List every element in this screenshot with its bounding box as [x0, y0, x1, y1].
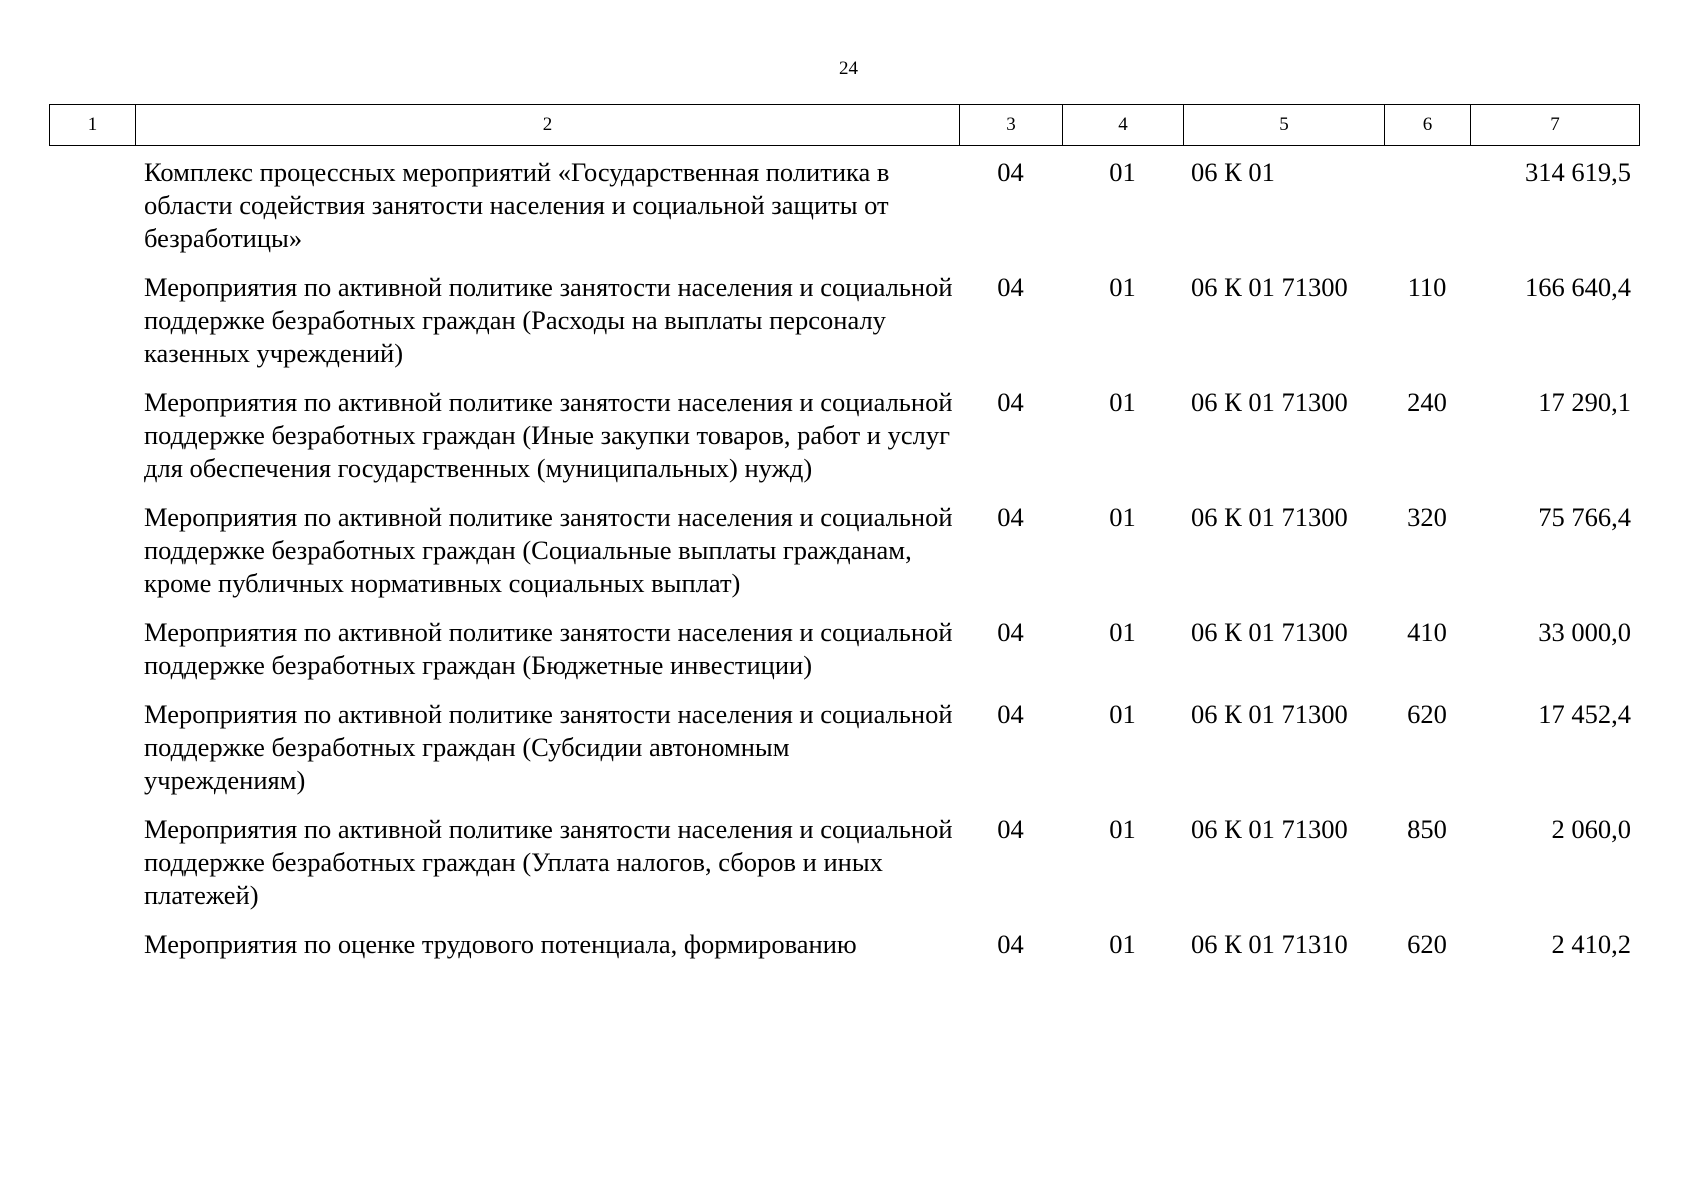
column-header-1: 1 — [50, 105, 136, 146]
row-target-article-cell: 06 К 01 71300 — [1191, 387, 1348, 417]
row-target-article-cell: 06 К 01 71300 — [1191, 502, 1348, 532]
row-subsection-cell: 01 — [1109, 814, 1136, 844]
row-subsection-cell: 01 — [1109, 502, 1136, 532]
table-row — [49, 501, 1639, 616]
row-section-cell: 04 — [997, 387, 1024, 417]
row-section-cell: 04 — [997, 157, 1024, 187]
row-section-cell: 04 — [997, 272, 1024, 302]
row-index-cell — [49, 616, 135, 698]
column-header-3: 3 — [960, 105, 1063, 146]
row-name-cell: Мероприятия по активной политике занятости населения и социальной поддержке безработных граждан (Расходы на выплаты персоналу казенных учреждений) — [144, 272, 953, 368]
row-section-cell: 04 — [997, 617, 1024, 647]
row-sum-cell: 2 060,0 — [1551, 814, 1631, 844]
row-index-cell — [49, 501, 135, 616]
column-header-7: 7 — [1471, 105, 1640, 146]
row-target-article-cell: 06 К 01 71300 — [1191, 814, 1348, 844]
row-target-article-cell: 06 К 01 71310 — [1191, 929, 1348, 959]
table-row — [49, 271, 1639, 386]
table-row — [49, 928, 1639, 977]
column-header-2: 2 — [136, 105, 960, 146]
row-subsection-cell: 01 — [1109, 272, 1136, 302]
row-index-cell — [49, 271, 135, 386]
row-index-cell — [49, 928, 135, 977]
row-name-cell: Мероприятия по активной политике занятости населения и социальной поддержке безработных граждан (Уплата налогов, сборов и иных платежей) — [144, 814, 953, 910]
row-name-cell: Мероприятия по оценке трудового потенциала, формированию — [144, 929, 857, 959]
row-section-cell: 04 — [997, 699, 1024, 729]
row-sum-cell: 33 000,0 — [1538, 617, 1631, 647]
table-row — [49, 156, 1639, 271]
table-row — [49, 616, 1639, 698]
row-target-article-cell: 06 К 01 — [1191, 157, 1275, 187]
row-name-cell: Мероприятия по активной политике занятости населения и социальной поддержке безработных граждан (Социальные выплаты гражданам, кроме публичных нормативных социальных выплат) — [144, 502, 953, 598]
table-row — [49, 813, 1639, 928]
row-name-cell: Мероприятия по активной политике занятости населения и социальной поддержке безработных граждан (Субсидии автономным учреждениям) — [144, 699, 953, 795]
row-expense-type-cell: 850 — [1407, 814, 1447, 844]
row-subsection-cell: 01 — [1109, 157, 1136, 187]
row-section-cell: 04 — [997, 929, 1024, 959]
row-expense-type-cell — [1384, 156, 1470, 271]
row-index-cell — [49, 386, 135, 501]
row-expense-type-cell: 110 — [1407, 272, 1447, 302]
row-name-cell: Мероприятия по активной политике занятости населения и социальной поддержке безработных граждан (Бюджетные инвестиции) — [144, 617, 953, 680]
row-sum-cell: 2 410,2 — [1551, 929, 1631, 959]
row-target-article-cell: 06 К 01 71300 — [1191, 617, 1348, 647]
row-expense-type-cell: 320 — [1407, 502, 1447, 532]
row-expense-type-cell: 620 — [1407, 699, 1447, 729]
row-sum-cell: 17 290,1 — [1538, 387, 1631, 417]
column-header-row — [50, 105, 1640, 146]
row-section-cell: 04 — [997, 814, 1024, 844]
row-sum-cell: 17 452,4 — [1538, 699, 1631, 729]
budget-table — [49, 156, 1639, 977]
row-subsection-cell: 01 — [1109, 929, 1136, 959]
row-sum-cell: 314 619,5 — [1525, 157, 1631, 187]
table-row — [49, 386, 1639, 501]
row-index-cell — [49, 813, 135, 928]
column-header-5: 5 — [1184, 105, 1385, 146]
column-header-6: 6 — [1385, 105, 1471, 146]
row-expense-type-cell: 410 — [1407, 617, 1447, 647]
row-section-cell: 04 — [997, 502, 1024, 532]
row-subsection-cell: 01 — [1109, 617, 1136, 647]
row-index-cell — [49, 698, 135, 813]
row-name-cell: Комплекс процессных мероприятий «Государственная политика в области содействия занятости населения и социальной защиты от безработицы» — [144, 157, 890, 253]
row-index-cell — [49, 156, 135, 271]
column-header-4: 4 — [1063, 105, 1184, 146]
row-target-article-cell: 06 К 01 71300 — [1191, 699, 1348, 729]
row-sum-cell: 75 766,4 — [1538, 502, 1631, 532]
row-subsection-cell: 01 — [1109, 699, 1136, 729]
row-subsection-cell: 01 — [1109, 387, 1136, 417]
row-expense-type-cell: 240 — [1407, 387, 1447, 417]
page-number: 24 — [839, 58, 858, 79]
row-expense-type-cell: 620 — [1407, 929, 1447, 959]
table-row — [49, 698, 1639, 813]
row-target-article-cell: 06 К 01 71300 — [1191, 272, 1348, 302]
column-header-table — [49, 104, 1640, 146]
row-name-cell: Мероприятия по активной политике занятости населения и социальной поддержке безработных граждан (Иные закупки товаров, работ и услуг для обеспечения государственных (муниципальных) нужд) — [144, 387, 953, 483]
row-sum-cell: 166 640,4 — [1525, 272, 1631, 302]
